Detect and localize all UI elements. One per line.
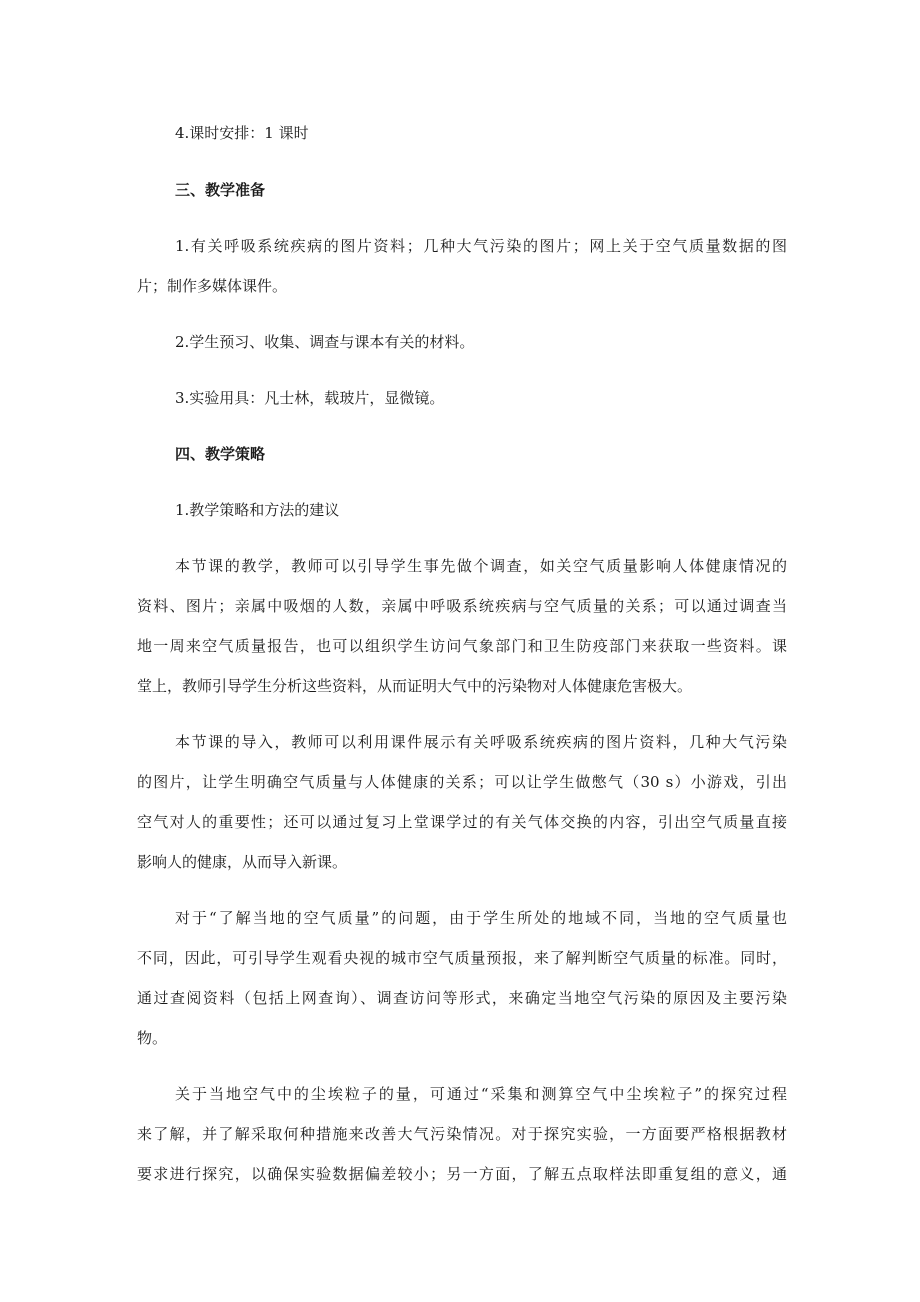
paragraph-line: 对于“了解当地的空气质量”的问题，由于学生所处的地域不同，当地的空气质量也 [175, 909, 787, 927]
prep-item-3: 3.实验用具：凡士林，载玻片，显微镜。 [175, 389, 445, 407]
paragraph-line: 堂上，教师引导学生分析这些资料，从而证明大气中的污染物对人体健康危害极大。 [137, 677, 693, 695]
paragraph-line: 影响人的健康，从而导入新课。 [137, 853, 348, 871]
section-heading-strategy: 四、教学策略 [175, 445, 266, 463]
prep-item-2: 2.学生预习、收集、调查与课本有关的材料。 [175, 333, 475, 351]
section-heading-preparation: 三、教学准备 [175, 181, 266, 199]
paragraph-line: 地一周来空气质量报告，也可以组织学生访问气象部门和卫生防疫部门来获取一些资料。课 [137, 637, 787, 655]
prep-item-1-line-1: 1.有关呼吸系统疾病的图片资料；几种大气污染的图片；网上关于空气质量数据的图 [175, 237, 787, 255]
prep-item-1-line-2: 片；制作多媒体课件。 [137, 277, 288, 295]
paragraph-line: 的图片，让学生明确空气质量与人体健康的关系；可以让学生做憋气（30 s）小游戏，引出 [137, 773, 787, 791]
paragraph-line: 不同，因此，可引导学生观看央视的城市空气质量预报，来了解判断空气质量的标准。同时， [137, 949, 787, 967]
course-hours-line: 4.课时安排：1 课时 [175, 124, 309, 142]
paragraph-line: 关于当地空气中的尘埃粒子的量，可通过“采集和测算空气中尘埃粒子”的探究过程 [175, 1085, 787, 1103]
paragraph-line: 物。 [137, 1029, 168, 1047]
paragraph-line: 通过查阅资料（包括上网查询）、调查访问等形式，来确定当地空气污染的原因及主要污染 [137, 989, 787, 1007]
paragraph-line: 要求进行探究，以确保实验数据偏差较小；另一方面，了解五点取样法即重复组的意义，通 [137, 1165, 787, 1183]
strategy-subheading: 1.教学策略和方法的建议 [175, 501, 340, 519]
paragraph-line: 本节课的导入，教师可以利用课件展示有关呼吸系统疾病的图片资料，几种大气污染 [175, 733, 787, 751]
paragraph-line: 本节课的教学，教师可以引导学生事先做个调查，如关空气质量影响人体健康情况的 [175, 557, 787, 575]
paragraph-line: 来了解，并了解采取何种措施来改善大气污染情况。对于探究实验，一方面要严格根据教材 [137, 1125, 787, 1143]
paragraph-line: 资料、图片；亲属中吸烟的人数，亲属中呼吸系统疾病与空气质量的关系；可以通过调查当 [137, 597, 787, 615]
paragraph-line: 空气对人的重要性；还可以通过复习上堂课学过的有关气体交换的内容，引出空气质量直接 [137, 813, 787, 831]
